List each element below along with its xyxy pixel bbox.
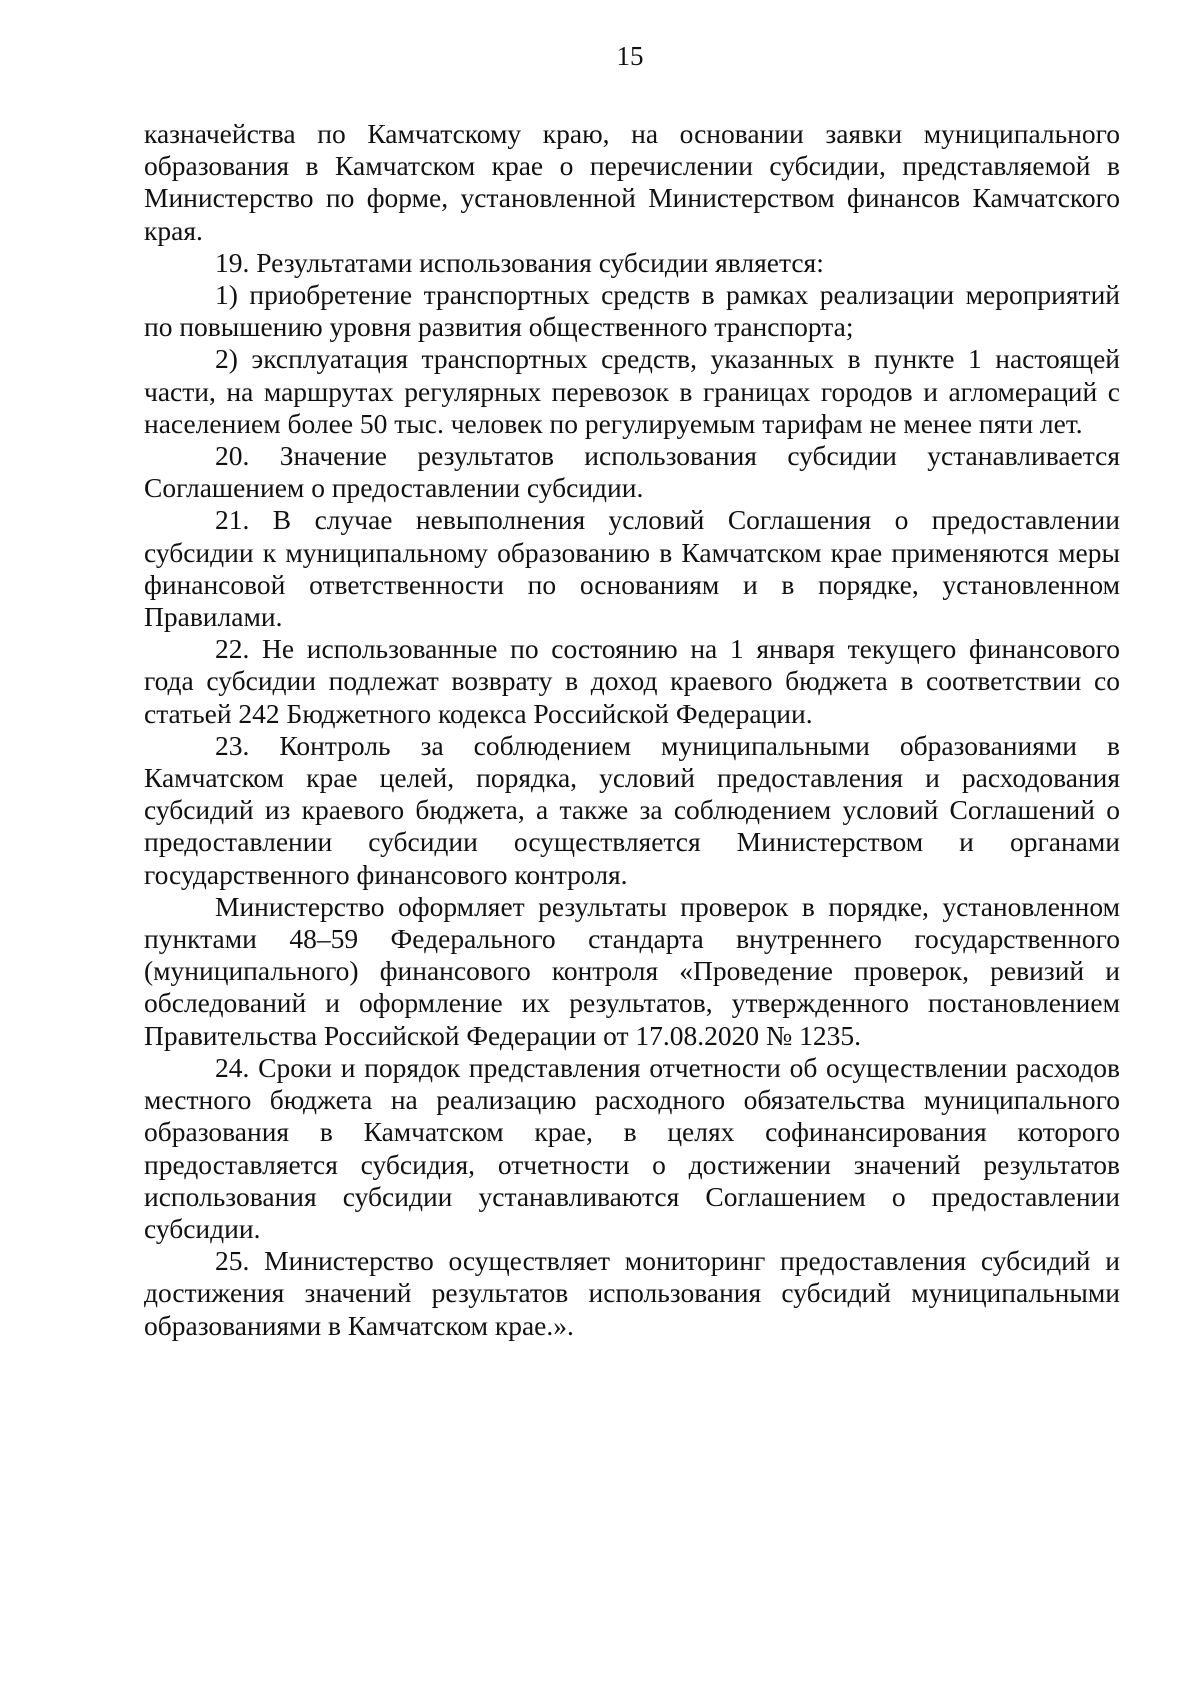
paragraph-item-25: 25. Министерство осуществляет мониторинг предоставления субсидий и достижения значений результатов использования субсидий муниципальными образованиями в Камчатском крае.». xyxy=(144,1245,1120,1341)
paragraph-continuation: казначейства по Камчатскому краю, на основании заявки муниципального образования в Камчатском крае о перечислении субсидии, представляемой в Министерство по форме, установленной Министерством финансов Камчатского края. xyxy=(144,118,1120,246)
paragraph-item-23-continued: Министерство оформляет результаты проверок в порядке, установленном пунктами 48–59 Федерального стандарта внутреннего государственного (муниципального) финансового контроля «Проведение проверок, ревизий и обследований и оформление их результатов, утвержденного постановлением Правительства Российской Федерации от 17.08.2020 № 1235. xyxy=(144,890,1120,1051)
paragraph-item-20: 20. Значение результатов использования субсидии устанавливается Соглашением о предоставлении субсидии. xyxy=(144,440,1120,504)
paragraph-item-22: 22. Не использованные по состоянию на 1 января текущего финансового года субсидии подлежат возврату в доход краевого бюджета в соответствии со статьей 242 Бюджетного кодекса Российской Федерации. xyxy=(144,633,1120,729)
paragraph-item-19: 19. Результатами использования субсидии является: xyxy=(215,246,824,278)
document-body xyxy=(144,118,1120,1342)
paragraph-subitem-2: 2) эксплуатация транспортных средств, указанных в пункте 1 настоящей части, на маршрутах регулярных перевозок в границах городов и агломераций с населением более 50 тыс. человек по регулируемым тарифам не менее пяти лет. xyxy=(144,343,1120,439)
paragraph-item-21: 21. В случае невыполнения условий Соглашения о предоставлении субсидии к муниципальному образованию в Камчатском крае применяются меры финансовой ответственности по основаниям и в порядке, установленном Правилами. xyxy=(144,504,1120,633)
paragraph-item-24: 24. Сроки и порядок представления отчетности об осуществлении расходов местного бюджета на реализацию расходного обязательства муниципального образования в Камчатском крае, в целях софинансирования которого предоставляется субсидия, отчетности о достижении значений результатов использования субсидии устанавливаются Соглашением о предоставлении субсидии. xyxy=(144,1051,1120,1244)
paragraph-subitem-1: 1) приобретение транспортных средств в рамках реализации мероприятий по повышению уровня развития общественного транспорта; xyxy=(144,279,1120,343)
paragraph-item-23: 23. Контроль за соблюдением муниципальными образованиями в Камчатском крае целей, порядка, условий предоставления и расходования субсидий из краевого бюджета, а также за соблюдением условий Соглашений о предоставлении субсидии осуществляется Министерством и органами государственного финансового контроля. xyxy=(144,729,1120,890)
page-number: 15 xyxy=(616,41,644,71)
